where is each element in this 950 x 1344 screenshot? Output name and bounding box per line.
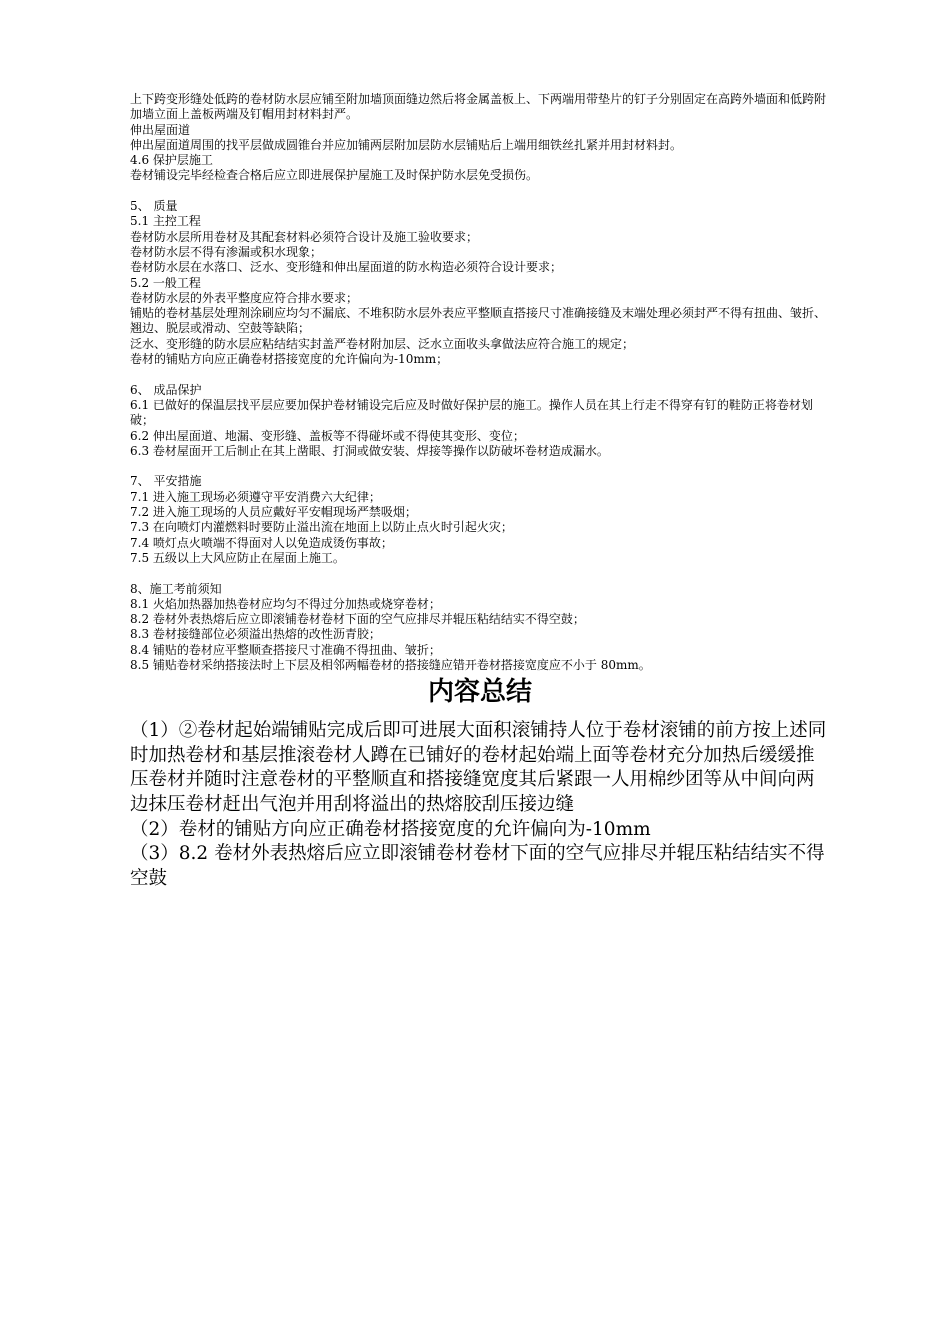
paragraph: 4.6 保护层施工 <box>130 153 213 168</box>
paragraph: 卷材防水层的外表平整度应符合排水要求； <box>130 290 359 305</box>
paragraph: 卷材铺设完毕经检查合格后应立即进展保护屋施工及时保护防水层免受损伤。 <box>130 168 539 183</box>
blank-line <box>130 184 830 199</box>
paragraph: 上下跨变形缝处低跨的卷材防水层应铺至附加墙顶面缝边然后将金属盖板上、下两端用带垫片的钉子分别固定在高跨外墙面和低跨附加墙立面上盖板两端及钉帽用封材料封严。 <box>130 92 827 122</box>
blank-line <box>130 566 830 581</box>
blank-line <box>130 459 830 474</box>
paragraph: 6.1 已做好的保温层找平层应要加保护卷材铺设完后应及时做好保护层的施工。操作人员在其上行走不得穿有钉的鞋防正将卷材划破； <box>130 397 813 428</box>
paragraph: 铺贴的卷材基层处理剂涂刷应均匀不漏底、不堆积防水层外表应平整顺直搭接尺寸准确接缝及末端处理必须封严不得有扭曲、皱折、翘边、脱层或滑动、空鼓等缺陷； <box>130 306 827 336</box>
paragraph: 7、 平安措施 <box>130 474 202 489</box>
paragraph: 7.3 在向喷灯内灌燃料时要防止溢出流在地面上以防止点火时引起火灾； <box>130 520 513 535</box>
paragraph: 卷材防水层在水落口、泛水、变形缝和伸出屋面道的防水构造必须符合设计要求； <box>130 260 563 275</box>
paragraph: 8.2 卷材外表热熔后应立即滚铺卷材卷材下面的空气应排尽并辊压粘结结实不得空鼓； <box>130 612 585 627</box>
paragraph: 7.5 五级以上大风应防止在屋面上施工。 <box>130 550 345 565</box>
paragraph: 8、施工考前须知 <box>130 581 222 596</box>
paragraph: 7.4 喷灯点火喷端不得面对人以免造成烫伤事故； <box>130 535 393 550</box>
paragraph: 5.2 一般工程 <box>130 275 201 290</box>
paragraph: 8.5 铺贴卷材采纳搭接法时上下层及相邻两幅卷材的搭接缝应错开卷材搭接宽度应不小于 80mm。 <box>130 657 651 672</box>
summary-item: （2）卷材的铺贴方向应正确卷材搭接宽度的允许偏向为-10mm <box>130 818 651 840</box>
paragraph: 6.3 卷材屋面开工后制止在其上凿眼、打洞或做安装、焊接等操作以防破坏卷材造成漏水。 <box>130 443 609 458</box>
paragraph: 7.2 进入施工现场的人员应戴好平安帽现场严禁吸烟； <box>130 505 417 520</box>
paragraph: 8.3 卷材接缝部位必须溢出热熔的改性沥青胶； <box>130 627 381 642</box>
paragraph: 8.1 火焰加热器加热卷材应均匀不得过分加热或烧穿卷材； <box>130 596 441 611</box>
paragraph: 6、 成品保护 <box>130 382 202 397</box>
paragraph: 8.4 铺贴的卷材应平整顺查搭接尺寸准确不得扭曲、皱折； <box>130 642 441 657</box>
paragraph: 卷材的铺贴方向应正确卷材搭接宽度的允许偏向为-10mm； <box>130 352 449 367</box>
blank-line <box>130 367 830 382</box>
paragraph: 卷材防水层不得有渗漏或积水现象； <box>130 244 323 259</box>
summary-item: （3）8.2 卷材外表热熔后应立即滚铺卷材卷材下面的空气应排尽并辊压粘结结实不得空鼓 <box>130 843 825 889</box>
document-body <box>130 92 830 673</box>
summary-list <box>130 719 830 891</box>
paragraph: 5、 质量 <box>130 199 178 214</box>
paragraph: 5.1 主控工程 <box>130 214 201 229</box>
paragraph: 伸出屋面道 <box>130 122 191 137</box>
paragraph: 伸出屋面道周围的找平层做成圆锥台并应加铺两层附加层防水层铺贴后上端用细铁丝扎紧并用封材料封。 <box>130 137 683 152</box>
summary-title: 内容总结 <box>427 677 532 708</box>
paragraph: 卷材防水层所用卷材及其配套材料必须符合设计及施工验收要求； <box>130 229 479 244</box>
document-page <box>130 92 830 891</box>
summary-item: （1）②卷材起始端铺贴完成后即可进展大面积滚铺持人位于卷材滚铺的前方按上述同时加热卷材和基层推滚卷材人蹲在已铺好的卷材起始端上面等卷材充分加热后缓缓推压卷材并随时注意卷材的平整顺直和搭接缝宽度其后紧跟一人用棉纱团等从中间向两边抹压卷材赶出气泡并用刮将溢出的热熔胶刮压接边缝 <box>130 720 827 816</box>
paragraph: 泛水、变形缝的防水层应粘结结实封盖严卷材附加层、泛水立面收头拿做法应符合施工的规定； <box>130 336 635 351</box>
paragraph: 6.2 伸出屋面道、地漏、变形缝、盖板等不得碰坏或不得使其变形、变位； <box>130 428 525 443</box>
paragraph: 7.1 进入施工现场必须遵守平安消费六大纪律； <box>130 489 381 504</box>
